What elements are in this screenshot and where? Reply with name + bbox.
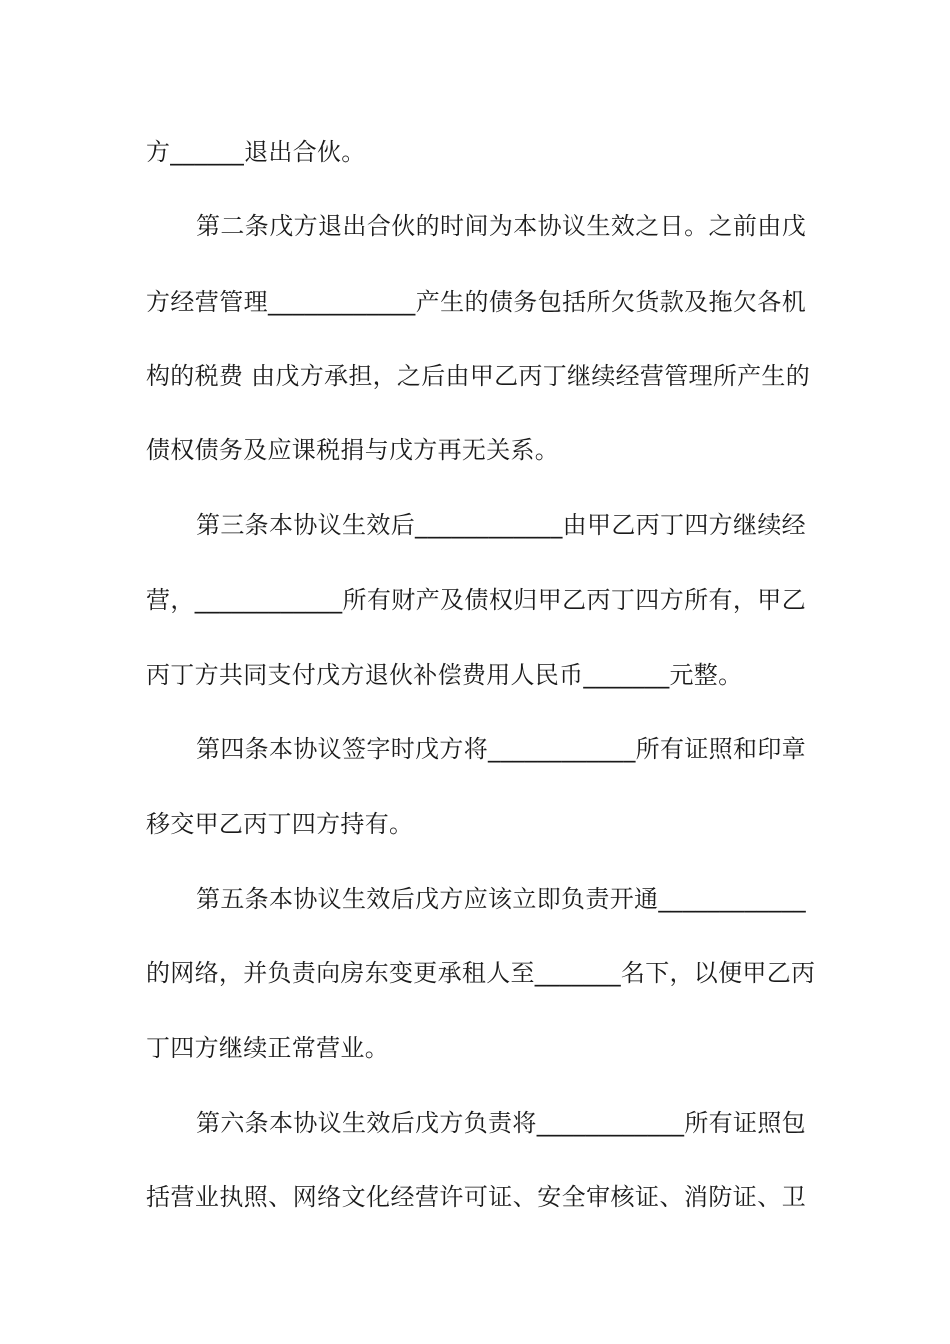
- text-line: 构的税费 由戊方承担，之后由甲乙丙丁继续经营管理所产生的: [146, 362, 811, 390]
- text-line: 债权债务及应课税捐与戊方再无关系。: [146, 436, 560, 464]
- text-line: 的网络，并负责向房东变更承租人至_______名下，以便甲乙丙: [146, 959, 816, 987]
- text-line: 营，____________所有财产及债权归甲乙丙丁四方所有，甲乙: [146, 586, 806, 614]
- text-line: 丁四方继续正常营业。: [146, 1034, 389, 1062]
- text-line: 移交甲乙丙丁四方持有。: [146, 810, 414, 838]
- article-2-heading-line: 第二条戊方退出合伙的时间为本协议生效之日。之前由戊: [196, 212, 806, 240]
- article-5-heading-line: 第五条本协议生效后戊方应该立即负责开通____________: [196, 885, 806, 913]
- article-6-heading-line: 第六条本协议生效后戊方负责将____________所有证照包: [196, 1109, 806, 1137]
- text-line: 丙丁方共同支付戊方退伙补偿费用人民币_______元整。: [146, 661, 743, 689]
- text-line: 括营业执照、网络文化经营许可证、安全审核证、消防证、卫: [146, 1183, 806, 1211]
- text-line: 方经营管理____________产生的债务包括所欠货款及拖欠各机: [146, 288, 806, 316]
- article-3-heading-line: 第三条本协议生效后____________由甲乙丙丁四方继续经: [196, 511, 806, 539]
- text-line: 方______退出合伙。: [146, 138, 366, 166]
- article-4-heading-line: 第四条本协议签字时戊方将____________所有证照和印章: [196, 735, 806, 763]
